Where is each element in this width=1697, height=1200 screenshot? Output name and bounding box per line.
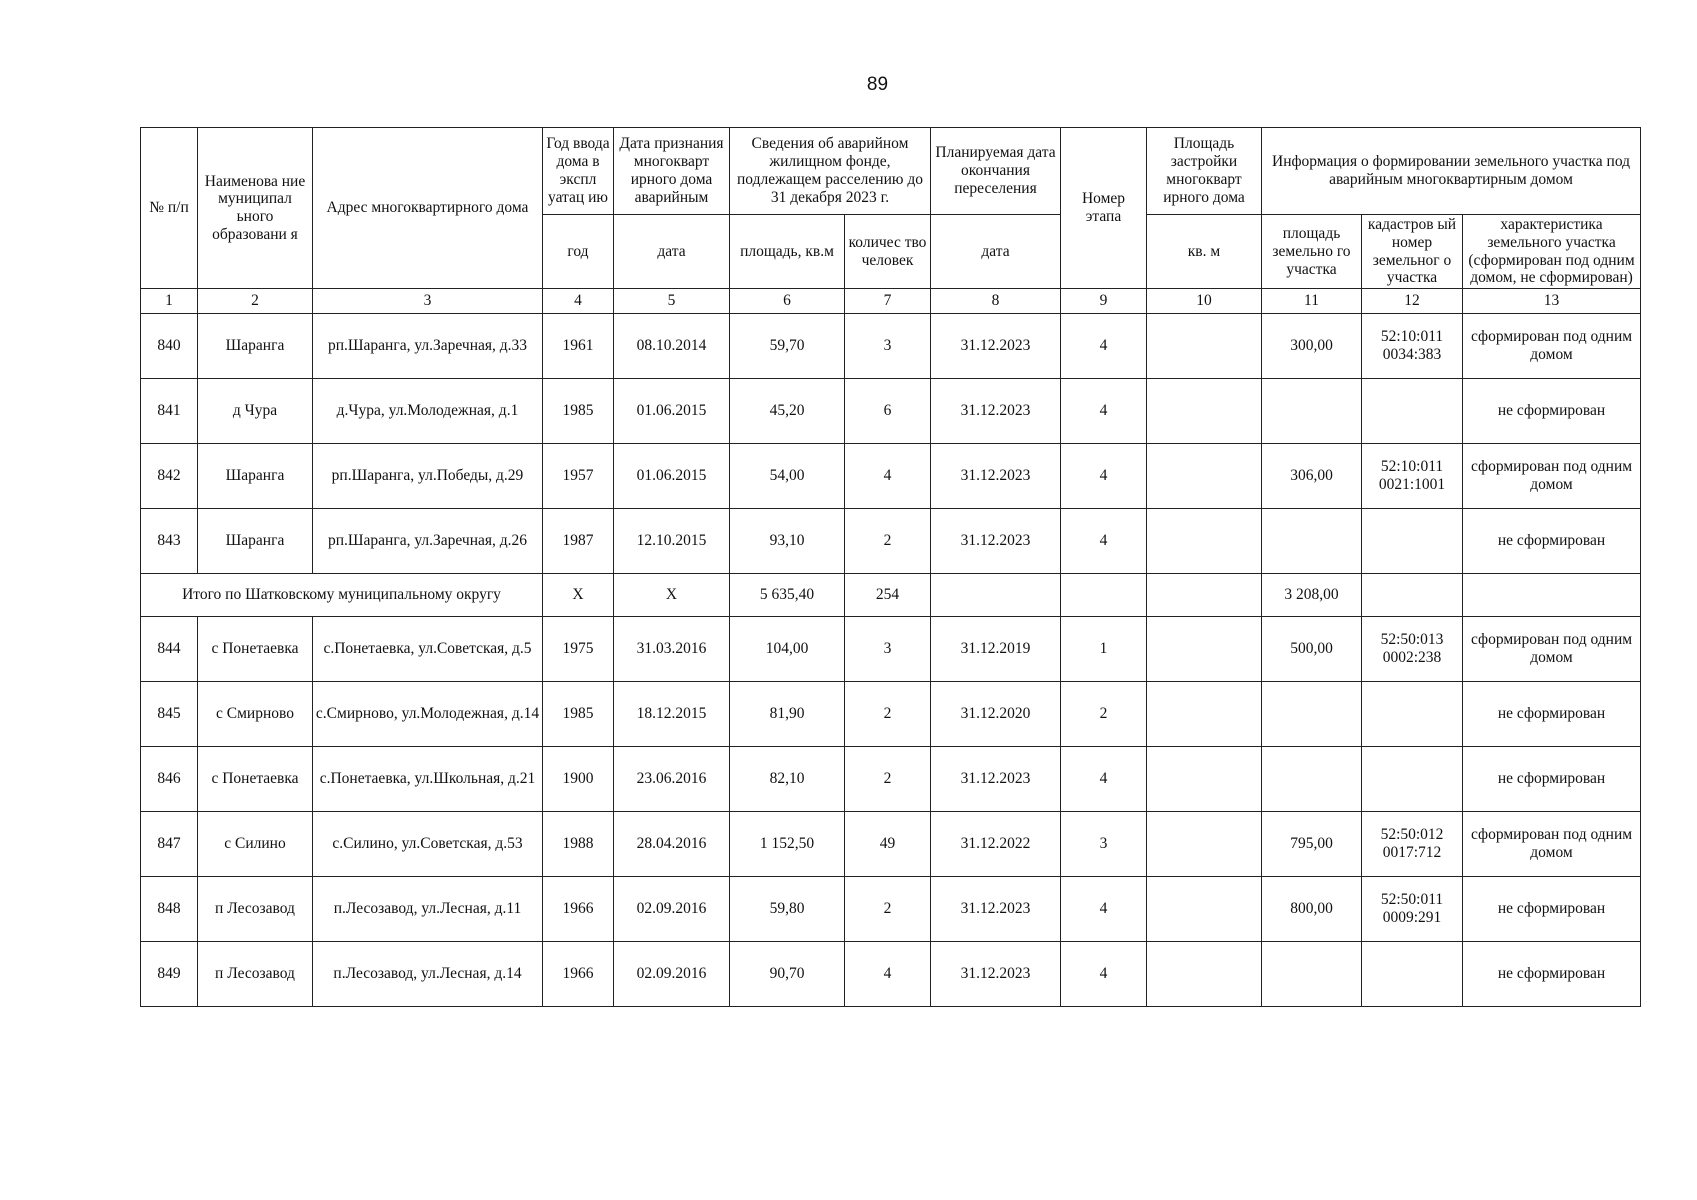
row-address: с.Понетаевка, ул.Советская, д.5 [313, 617, 543, 682]
row-recognition-date: 01.06.2015 [614, 444, 730, 509]
row-land-area [1262, 379, 1362, 444]
row-people: 4 [845, 444, 931, 509]
row-year: 1957 [543, 444, 614, 509]
row-year: 1988 [543, 812, 614, 877]
header-stage: Номер этапа [1061, 128, 1147, 289]
total-label: Итого по Шатковскому муниципальному округу [141, 574, 543, 617]
row-address: с.Понетаевка, ул.Школьная, д.21 [313, 747, 543, 812]
row-stage: 3 [1061, 812, 1147, 877]
total-stage [1061, 574, 1147, 617]
page-number: 89 [866, 74, 889, 95]
row-people: 6 [845, 379, 931, 444]
header-year: Год ввода дома в экспл уатац ию [543, 128, 614, 215]
row-address: с.Силино, ул.Советская, д.53 [313, 812, 543, 877]
column-number: 11 [1262, 289, 1362, 314]
column-number: 1 [141, 289, 198, 314]
row-cadastral [1362, 747, 1463, 812]
row-people: 3 [845, 617, 931, 682]
row-recognition-date: 18.12.2015 [614, 682, 730, 747]
row-planned-date: 31.12.2023 [931, 747, 1061, 812]
row-number: 847 [141, 812, 198, 877]
row-area: 104,00 [730, 617, 845, 682]
row-year: 1987 [543, 509, 614, 574]
row-people: 2 [845, 682, 931, 747]
total-date: X [614, 574, 730, 617]
row-planned-date: 31.12.2023 [931, 314, 1061, 379]
row-land-status: не сформирован [1463, 379, 1641, 444]
row-planned-date: 31.12.2020 [931, 682, 1061, 747]
row-building-area [1147, 509, 1262, 574]
row-recognition-date: 31.03.2016 [614, 617, 730, 682]
total-row [141, 574, 1641, 617]
subheader-land-status: характеристика земельного участка (сформирован под одним домом, не сформирован) [1463, 215, 1641, 289]
total-land: 3 208,00 [1262, 574, 1362, 617]
row-year: 1966 [543, 942, 614, 1007]
row-people: 2 [845, 509, 931, 574]
row-number: 842 [141, 444, 198, 509]
subheader-land-area: площадь земельно го участка [1262, 215, 1362, 289]
subheader-cadastral: кадастров ый номер земельног о участка [1362, 215, 1463, 289]
column-number: 12 [1362, 289, 1463, 314]
row-municipality: Шаранга [198, 509, 313, 574]
row-year: 1985 [543, 379, 614, 444]
row-number: 849 [141, 942, 198, 1007]
row-building-area [1147, 617, 1262, 682]
row-people: 2 [845, 747, 931, 812]
subheader-date: дата [614, 215, 730, 289]
row-recognition-date: 02.09.2016 [614, 877, 730, 942]
column-number: 13 [1463, 289, 1641, 314]
row-cadastral: 52:50:013 0002:238 [1362, 617, 1463, 682]
total-status [1463, 574, 1641, 617]
row-year: 1975 [543, 617, 614, 682]
row-recognition-date: 23.06.2016 [614, 747, 730, 812]
row-recognition-date: 08.10.2014 [614, 314, 730, 379]
row-municipality: с Силино [198, 812, 313, 877]
table-row [141, 617, 1641, 682]
row-building-area [1147, 812, 1262, 877]
row-area: 59,70 [730, 314, 845, 379]
row-land-status: не сформирован [1463, 877, 1641, 942]
row-planned-date: 31.12.2023 [931, 379, 1061, 444]
row-area: 90,70 [730, 942, 845, 1007]
row-address: рп.Шаранга, ул.Заречная, д.33 [313, 314, 543, 379]
row-number: 840 [141, 314, 198, 379]
row-land-area: 300,00 [1262, 314, 1362, 379]
row-land-area [1262, 509, 1362, 574]
subheader-planned-date: дата [931, 215, 1061, 289]
row-recognition-date: 12.10.2015 [614, 509, 730, 574]
row-municipality: с Понетаевка [198, 747, 313, 812]
table-row [141, 877, 1641, 942]
row-municipality: Шаранга [198, 314, 313, 379]
header-building-area: Площадь застройки многокварт ирного дома [1147, 128, 1262, 215]
column-number-row [141, 289, 1641, 314]
row-municipality: с Понетаевка [198, 617, 313, 682]
header-municipality: Наименова ние муниципал ьного образовани я [198, 128, 313, 289]
row-stage: 4 [1061, 747, 1147, 812]
row-land-status: сформирован под одним домом [1463, 617, 1641, 682]
subheader-building-area: кв. м [1147, 215, 1262, 289]
row-land-status: не сформирован [1463, 682, 1641, 747]
row-address: п.Лесозавод, ул.Лесная, д.14 [313, 942, 543, 1007]
row-recognition-date: 28.04.2016 [614, 812, 730, 877]
row-land-area [1262, 942, 1362, 1007]
table-row [141, 444, 1641, 509]
header-emergency-fund: Сведения об аварийном жилищном фонде, подлежащем расселению до 31 декабря 2023 г. [730, 128, 931, 215]
column-number: 9 [1061, 289, 1147, 314]
row-address: п.Лесозавод, ул.Лесная, д.11 [313, 877, 543, 942]
row-land-status: не сформирован [1463, 509, 1641, 574]
row-planned-date: 31.12.2023 [931, 942, 1061, 1007]
header-planned-date: Планируемая дата окончания переселения [931, 128, 1061, 215]
column-number: 7 [845, 289, 931, 314]
row-cadastral: 52:50:011 0009:291 [1362, 877, 1463, 942]
row-address: с.Смирново, ул.Молодежная, д.14 [313, 682, 543, 747]
housing-register-table [140, 127, 1641, 1007]
row-stage: 4 [1061, 379, 1147, 444]
row-municipality: п Лесозавод [198, 877, 313, 942]
row-land-area: 306,00 [1262, 444, 1362, 509]
table-row [141, 682, 1641, 747]
row-land-status: не сформирован [1463, 942, 1641, 1007]
row-building-area [1147, 747, 1262, 812]
row-land-area [1262, 682, 1362, 747]
header-number: № п/п [141, 128, 198, 289]
column-number: 8 [931, 289, 1061, 314]
row-stage: 4 [1061, 877, 1147, 942]
total-year: X [543, 574, 614, 617]
row-recognition-date: 02.09.2016 [614, 942, 730, 1007]
row-municipality: с Смирново [198, 682, 313, 747]
row-land-status: сформирован под одним домом [1463, 314, 1641, 379]
row-year: 1966 [543, 877, 614, 942]
column-number: 4 [543, 289, 614, 314]
row-number: 841 [141, 379, 198, 444]
row-year: 1985 [543, 682, 614, 747]
total-plan [931, 574, 1061, 617]
row-land-area: 800,00 [1262, 877, 1362, 942]
header-land-info: Информация о формировании земельного участка под аварийным многоквартирным домом [1262, 128, 1641, 215]
total-cad [1362, 574, 1463, 617]
row-planned-date: 31.12.2019 [931, 617, 1061, 682]
row-cadastral [1362, 379, 1463, 444]
table-body [141, 289, 1641, 1007]
row-stage: 4 [1061, 509, 1147, 574]
row-stage: 2 [1061, 682, 1147, 747]
table-row [141, 379, 1641, 444]
table-row [141, 812, 1641, 877]
row-stage: 1 [1061, 617, 1147, 682]
subheader-year: год [543, 215, 614, 289]
row-people: 4 [845, 942, 931, 1007]
row-number: 844 [141, 617, 198, 682]
row-cadastral [1362, 942, 1463, 1007]
row-cadastral [1362, 509, 1463, 574]
row-address: д.Чура, ул.Молодежная, д.1 [313, 379, 543, 444]
row-cadastral: 52:10:011 0021:1001 [1362, 444, 1463, 509]
row-area: 1 152,50 [730, 812, 845, 877]
row-people: 3 [845, 314, 931, 379]
row-cadastral [1362, 682, 1463, 747]
row-address: рп.Шаранга, ул.Заречная, д.26 [313, 509, 543, 574]
row-number: 848 [141, 877, 198, 942]
column-number: 3 [313, 289, 543, 314]
row-area: 54,00 [730, 444, 845, 509]
row-year: 1900 [543, 747, 614, 812]
row-municipality: Шаранга [198, 444, 313, 509]
header-recognition-date: Дата признания многокварт ирного дома аварийным [614, 128, 730, 215]
row-building-area [1147, 314, 1262, 379]
row-land-area: 795,00 [1262, 812, 1362, 877]
row-number: 845 [141, 682, 198, 747]
subheader-area: площадь, кв.м [730, 215, 845, 289]
row-land-status: сформирован под одним домом [1463, 444, 1641, 509]
table-row [141, 747, 1641, 812]
row-people: 49 [845, 812, 931, 877]
row-planned-date: 31.12.2023 [931, 509, 1061, 574]
row-building-area [1147, 942, 1262, 1007]
total-people: 254 [845, 574, 931, 617]
row-number: 846 [141, 747, 198, 812]
table-row [141, 314, 1641, 379]
row-building-area [1147, 444, 1262, 509]
table-row [141, 942, 1641, 1007]
row-stage: 4 [1061, 314, 1147, 379]
row-number: 843 [141, 509, 198, 574]
row-area: 81,90 [730, 682, 845, 747]
row-area: 59,80 [730, 877, 845, 942]
table-header [141, 128, 1641, 289]
row-municipality: д Чура [198, 379, 313, 444]
row-area: 45,20 [730, 379, 845, 444]
row-building-area [1147, 877, 1262, 942]
row-area: 93,10 [730, 509, 845, 574]
row-land-area: 500,00 [1262, 617, 1362, 682]
column-number: 5 [614, 289, 730, 314]
total-build [1147, 574, 1262, 617]
row-land-status: сформирован под одним домом [1463, 812, 1641, 877]
column-number: 2 [198, 289, 313, 314]
row-land-status: не сформирован [1463, 747, 1641, 812]
row-municipality: п Лесозавод [198, 942, 313, 1007]
row-address: рп.Шаранга, ул.Победы, д.29 [313, 444, 543, 509]
column-number: 10 [1147, 289, 1262, 314]
row-year: 1961 [543, 314, 614, 379]
row-building-area [1147, 682, 1262, 747]
row-stage: 4 [1061, 444, 1147, 509]
row-land-area [1262, 747, 1362, 812]
row-building-area [1147, 379, 1262, 444]
row-people: 2 [845, 877, 931, 942]
row-recognition-date: 01.06.2015 [614, 379, 730, 444]
row-cadastral: 52:50:012 0017:712 [1362, 812, 1463, 877]
row-planned-date: 31.12.2023 [931, 444, 1061, 509]
total-area: 5 635,40 [730, 574, 845, 617]
table-row [141, 509, 1641, 574]
row-area: 82,10 [730, 747, 845, 812]
column-number: 6 [730, 289, 845, 314]
subheader-people: количес тво человек [845, 215, 931, 289]
row-planned-date: 31.12.2023 [931, 877, 1061, 942]
header-address: Адрес многоквартирного дома [313, 128, 543, 289]
row-cadastral: 52:10:011 0034:383 [1362, 314, 1463, 379]
row-planned-date: 31.12.2022 [931, 812, 1061, 877]
row-stage: 4 [1061, 942, 1147, 1007]
